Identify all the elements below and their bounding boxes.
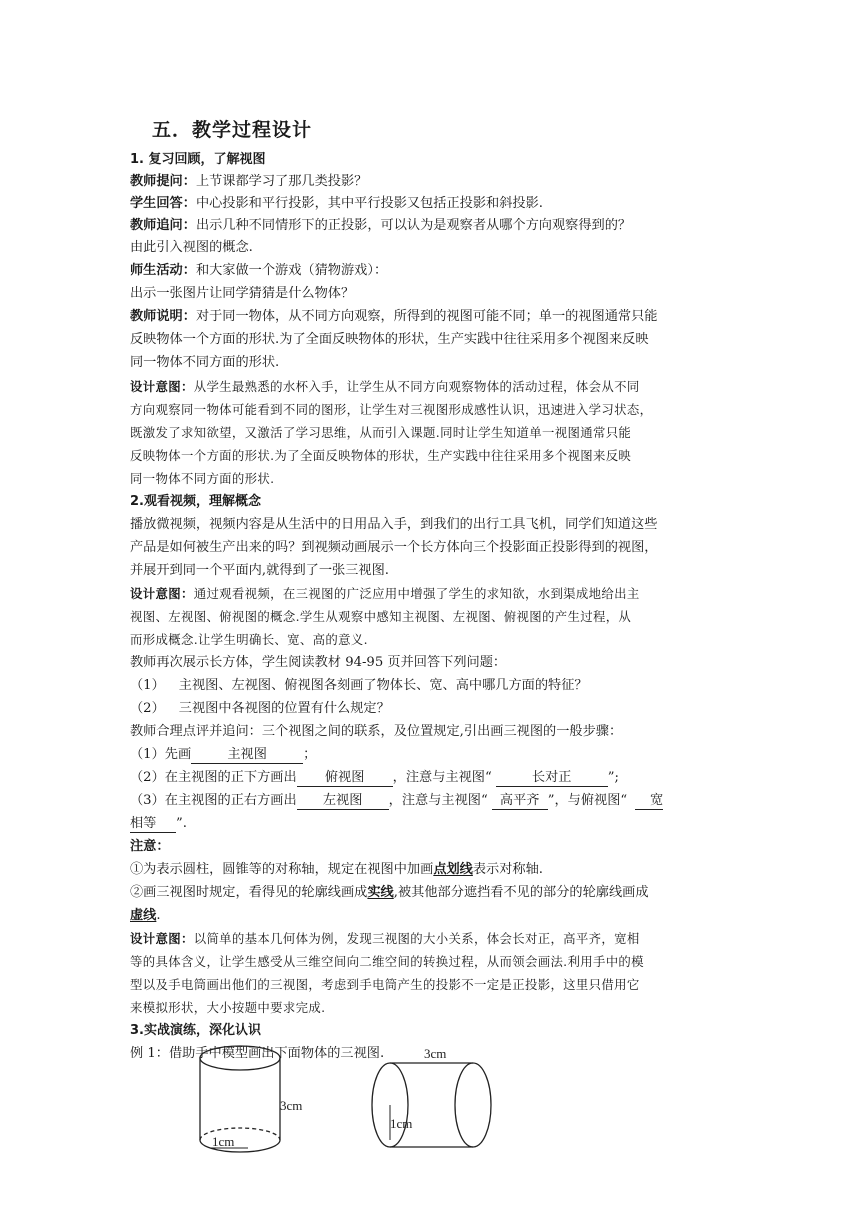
example-1: 例 1：借助手中模型画出下面物体的三视图. [130,1046,385,1061]
teacher-comment: 教师合理点评并追问：三个视图之间的联系，及位置规定,引出画三视图的一般步骤： [130,724,623,739]
activity-line: 师生活动：和大家做一个游戏（猜物游戏）： [130,263,388,278]
student-answer: 学生回答：中心投影和平行投影，其中平行投影又包括正投影和斜投影. [130,196,544,211]
step-3: （3）在主视图的正右方画出 左视图 ，注意与主视图“ 高平齐 ”，与俯视图“ 宽 [130,793,664,808]
lying-length-label: 3cm [424,1046,447,1061]
design-intent-3-line-1: 设计意图：以简单的基本几何体为例，发现三视图的大小关系，体会长对正，高平齐，宽相 [130,931,640,946]
blank-length-align: 长对正 [496,769,608,787]
teacher-explain-2: 反映物体一个方面的形状.为了全面反映物体的形状，生产实践中往往采用多个视图来反映 [130,332,649,347]
teacher-shows-cuboid: 教师再次展示长方体，学生阅读教材 94-95 页并回答下列问题： [130,655,507,670]
lying-radius-label: 1cm [390,1116,413,1131]
intro-line: 由此引入视图的概念. [130,240,253,255]
design-intent-2-line-1: 设计意图：通过观看视频，在三视图的广泛应用中增强了学生的求知欲，水到渠成地给出主 [130,586,640,601]
note-2: ②画三视图时规定，看得见的轮廓线画成实线,被其他部分遮挡看不见的部分的轮廓线画成 [130,885,649,900]
video-para-1: 播放微视频，视频内容是从生活中的日用品入手，到我们的出行工具飞机，同学们知道这些 [130,517,658,532]
section-2-title: 2.观看视频，理解概念 [130,494,261,509]
section-1-title: 1. 复习回顾，了解视图 [130,152,266,167]
blank-top-view: 俯视图 [297,769,393,787]
blank-main-view: 主视图 [191,746,303,764]
design-intent-3-line-3: 型以及手电筒画出他们的三视图，考虑到手电筒产生的投影不一定是正投影，这里只借用它 [130,977,640,992]
teacher-followup: 教师追问：出示几种不同情形下的正投影，可以认为是观察者从哪个方向观察得到的？ [130,218,632,233]
design-intent-1-line-1: 设计意图：从学生最熟悉的水杯入手，让学生从不同方向观察物体的活动过程，体会从不同 [130,379,640,394]
blank-height-level: 高平齐 [492,792,548,810]
design-intent-2-line-3: 而形成概念.让学生明确长、宽、高的意义. [130,632,368,647]
note-label: 注意： [130,839,170,854]
lying-cylinder [372,1063,491,1147]
page-heading: 五．教学过程设计 [152,119,313,141]
cylinders-figure [190,1040,520,1170]
upright-height-label: 3cm [280,1098,303,1113]
blank-left-view: 左视图 [297,792,389,810]
video-para-2: 产品是如何被生产出来的吗？到视频动画展示一个长方体向三个投影面正投影得到的视图， [130,540,658,555]
section-3-title: 3.实战演练，深化认识 [130,1023,261,1038]
teacher-explain-3: 同一物体不同方面的形状. [130,355,280,370]
design-intent-1-line-3: 既激发了求知欲望，又激活了学习思维，从而引入课题.同时让学生知道单一视图通常只能 [130,425,632,440]
design-intent-3-line-2: 等的具体含义，让学生感受从三维空间向二维空间的转换过程，从而领会画法.利用手中的模 [130,954,644,969]
note-1: ①为表示圆柱，圆锥等的对称轴，规定在视图中加画点划线表示对称轴. [130,862,544,877]
upright-radius-label: 1cm [212,1134,235,1149]
design-intent-3-line-4: 来模拟形状，大小按题中要求完成. [130,1000,326,1015]
question-1: （1） 主视图、左视图、俯视图各刻画了物体长、宽、高中哪几方面的特征？ [130,678,588,693]
note-2-cont: 虚线. [130,908,161,923]
step-2: （2）在主视图的正下方画出 俯视图 ，注意与主视图“ 长对正 ”; [130,770,619,785]
show-line: 出示一张图片让同学猜猜是什么物体？ [130,286,355,301]
step-3-cont: 相等 ”. [130,816,187,831]
step-1: （1）先画 主视图 ； [130,747,317,762]
design-intent-1-line-4: 反映物体一个方面的形状.为了全面反映物体的形状，生产实践中往往采用多个视图来反映 [130,448,632,463]
blank-width-equal: 宽 [635,792,663,810]
design-intent-1-line-5: 同一物体不同方面的形状. [130,471,275,486]
video-para-3: 并展开到同一个平面内,就得到了一张三视图. [130,563,389,578]
question-2: （2） 三视图中各视图的位置有什么规定？ [130,701,390,716]
teacher-explain-1: 教师说明：对于同一物体，从不同方向观察，所得到的视图可能不同；单一的视图通常只能 [130,309,658,324]
design-intent-2-line-2: 视图、左视图、俯视图的概念.学生从观察中感知主视图、左视图、俯视图的产生过程，从 [130,609,632,624]
design-intent-1-line-2: 方向观察同一物体可能看到不同的图形，让学生对三视图形成感性认识，迅速进入学习状态， [130,402,653,417]
teacher-question: 教师提问：上节课都学习了那几类投影？ [130,174,368,189]
